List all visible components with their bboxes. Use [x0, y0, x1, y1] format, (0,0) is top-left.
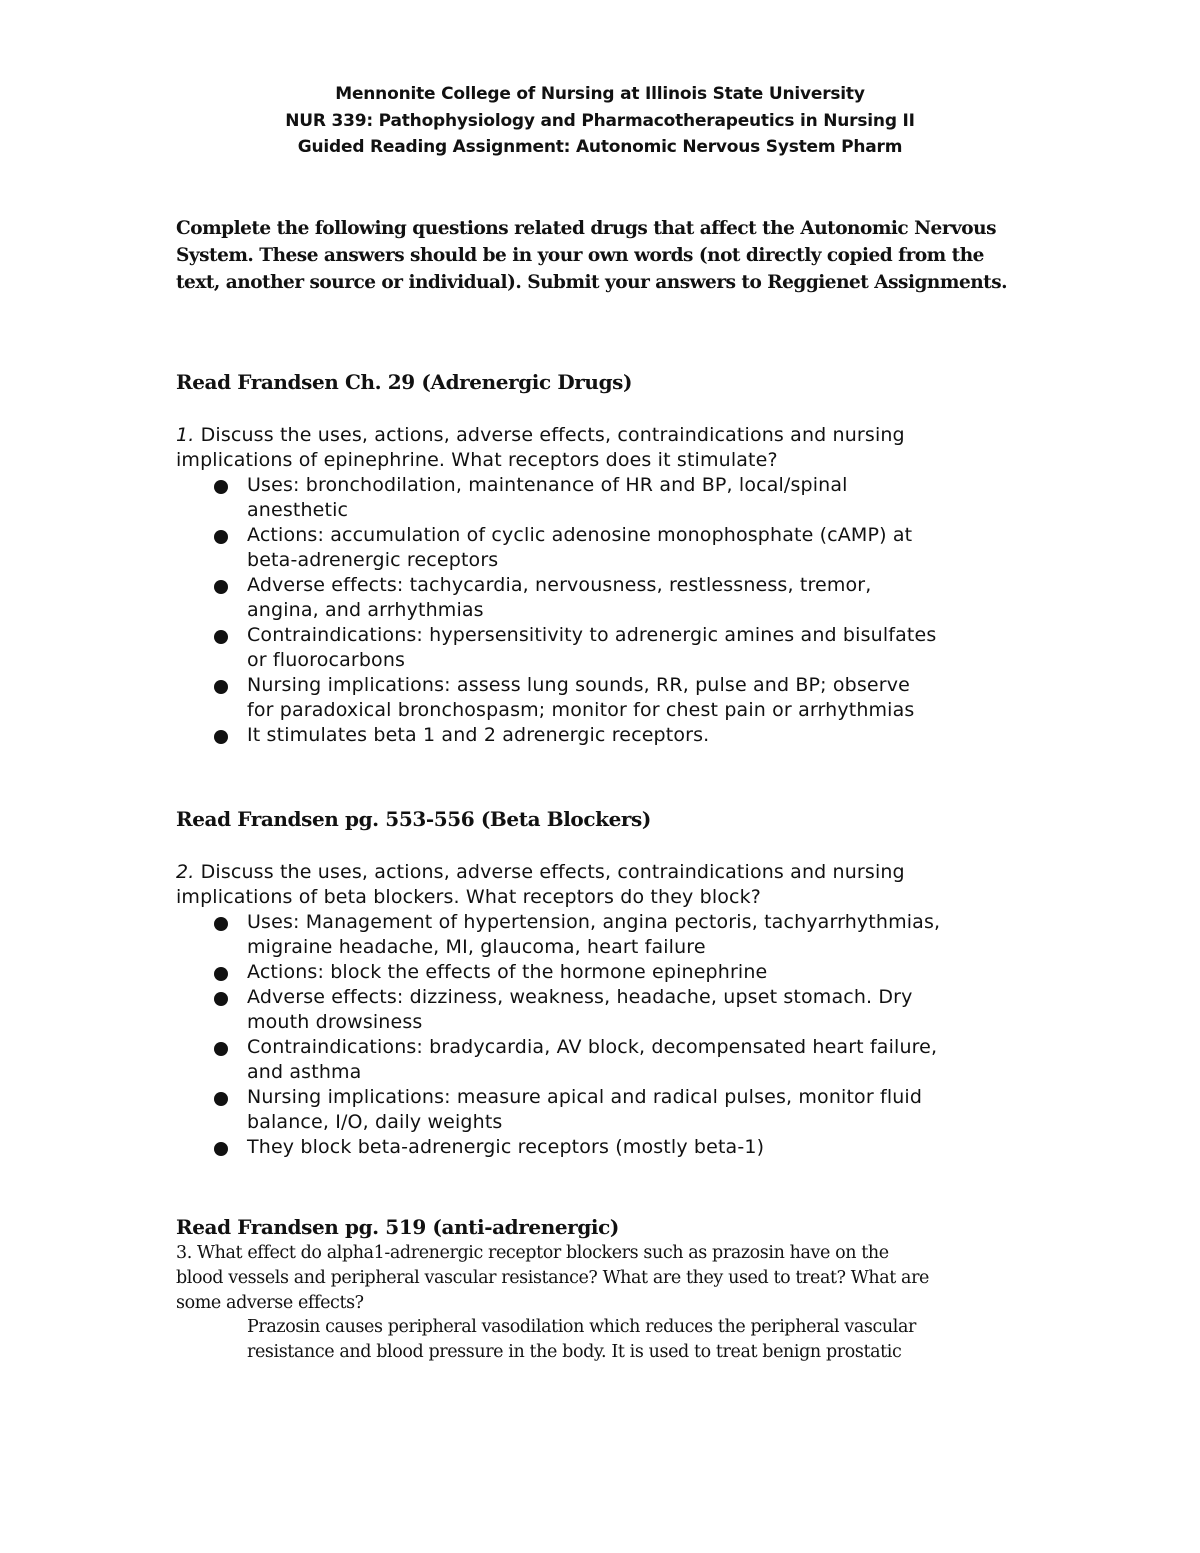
answer-3: [247, 1315, 1047, 1365]
bullet-icon: [214, 630, 228, 644]
list-item-text: migraine headache, MI, glaucoma, heart failure: [247, 936, 706, 958]
question-1-line: [176, 423, 1036, 448]
list-item-text: for paradoxical bronchospasm; monitor for chest pain or arrhythmias: [247, 699, 915, 721]
bullet-icon: [214, 680, 228, 694]
bullet-icon: [214, 530, 228, 544]
instructions-paragraph: [176, 215, 1036, 296]
list-item-text: Actions: accumulation of cyclic adenosine monophosphate (cAMP) at: [247, 524, 913, 546]
list-item-text: Uses: Management of hypertension, angina pectoris, tachyarrhythmias,: [247, 911, 941, 933]
question-1-text: Discuss the uses, actions, adverse effects, contraindications and nursing: [194, 424, 905, 446]
section-1-bullet-list: [176, 473, 1046, 748]
question-3-line: blood vessels and peripheral vascular resistance? What are they used to treat? What are: [176, 1268, 929, 1288]
list-item: [176, 623, 1046, 673]
question-1-line: implications of epinephrine. What receptors does it stimulate?: [176, 449, 778, 471]
list-item: [176, 1135, 1046, 1160]
list-item-text: and asthma: [247, 1061, 362, 1083]
question-1-number: 1.: [176, 424, 195, 446]
list-item: [176, 473, 1046, 523]
instructions-line: System. These answers should be in your own words (not directly copied from the: [176, 245, 984, 266]
list-item-text: Contraindications: bradycardia, AV block, decompensated heart failure,: [247, 1036, 938, 1058]
bullet-icon: [214, 1042, 228, 1056]
list-item-text: Contraindications: hypersensitivity to adrenergic amines and bisulfates: [247, 624, 937, 646]
list-item: [176, 1035, 1046, 1085]
question-1: [176, 423, 1036, 473]
list-item-text: Actions: block the effects of the hormone epinephrine: [247, 961, 768, 983]
list-item: [176, 1085, 1046, 1135]
section-3-heading: Read Frandsen pg. 519 (anti-adrenergic): [176, 1215, 619, 1239]
bullet-icon: [214, 992, 228, 1006]
list-item: [176, 910, 1046, 960]
question-3: [176, 1241, 1036, 1316]
list-item-text: Nursing implications: measure apical and radical pulses, monitor fluid: [247, 1086, 923, 1108]
instructions-line: text, another source or individual). Submit your answers to Reggienet Assignments.: [176, 272, 1008, 293]
question-2-line: implications of beta blockers. What receptors do they block?: [176, 886, 762, 908]
list-item-text: They block beta-adrenergic receptors (mostly beta-1): [247, 1136, 765, 1158]
question-2-text: Discuss the uses, actions, adverse effects, contraindications and nursing: [194, 861, 905, 883]
answer-3-line: resistance and blood pressure in the body. It is used to treat benign prostatic: [247, 1342, 902, 1362]
answer-3-line: Prazosin causes peripheral vasodilation which reduces the peripheral vascular: [247, 1317, 916, 1337]
question-3-line: some adverse effects?: [176, 1293, 364, 1313]
list-item: [176, 523, 1046, 573]
course-title: NUR 339: Pathophysiology and Pharmacotherapeutics in Nursing II: [285, 111, 915, 131]
list-item-text: Uses: bronchodilation, maintenance of HR and BP, local/spinal: [247, 474, 848, 496]
list-item-text: It stimulates beta 1 and 2 adrenergic receptors.: [247, 724, 710, 746]
assignment-title: Guided Reading Assignment: Autonomic Nervous System Pharm: [297, 137, 903, 157]
list-item-text: balance, I/O, daily weights: [247, 1111, 503, 1133]
list-item: [176, 723, 1046, 748]
bullet-icon: [214, 917, 228, 931]
list-item-text: mouth drowsiness: [247, 1011, 423, 1033]
list-item-text: angina, and arrhythmias: [247, 599, 484, 621]
list-item-text: anesthetic: [247, 499, 349, 521]
section-2-heading: Read Frandsen pg. 553-556 (Beta Blockers): [176, 807, 651, 831]
list-item-text: beta-adrenergic receptors: [247, 549, 499, 571]
list-item-text: Adverse effects: tachycardia, nervousness, restlessness, tremor,: [247, 574, 872, 596]
question-2-number: 2.: [176, 861, 195, 883]
bullet-icon: [214, 967, 228, 981]
bullet-icon: [214, 1142, 228, 1156]
list-item-text: Nursing implications: assess lung sounds, RR, pulse and BP; observe: [247, 674, 910, 696]
question-2-line: [176, 860, 1036, 885]
list-item: [176, 985, 1046, 1035]
bullet-icon: [214, 480, 228, 494]
bullet-icon: [214, 730, 228, 744]
bullet-icon: [214, 1092, 228, 1106]
question-2: [176, 860, 1036, 910]
list-item-text: Adverse effects: dizziness, weakness, headache, upset stomach. Dry: [247, 986, 913, 1008]
list-item: [176, 960, 1046, 985]
section-2-bullet-list: [176, 910, 1046, 1160]
section-1-heading: Read Frandsen Ch. 29 (Adrenergic Drugs): [176, 370, 633, 394]
instructions-line: Complete the following questions related drugs that affect the Autonomic Nervous: [176, 218, 997, 239]
question-3-line: 3. What effect do alpha1-adrenergic receptor blockers such as prazosin have on the: [176, 1243, 889, 1263]
list-item: [176, 673, 1046, 723]
bullet-icon: [214, 580, 228, 594]
list-item: [176, 573, 1046, 623]
institution-title: Mennonite College of Nursing at Illinois State University: [335, 84, 865, 104]
list-item-text: or fluorocarbons: [247, 649, 406, 671]
